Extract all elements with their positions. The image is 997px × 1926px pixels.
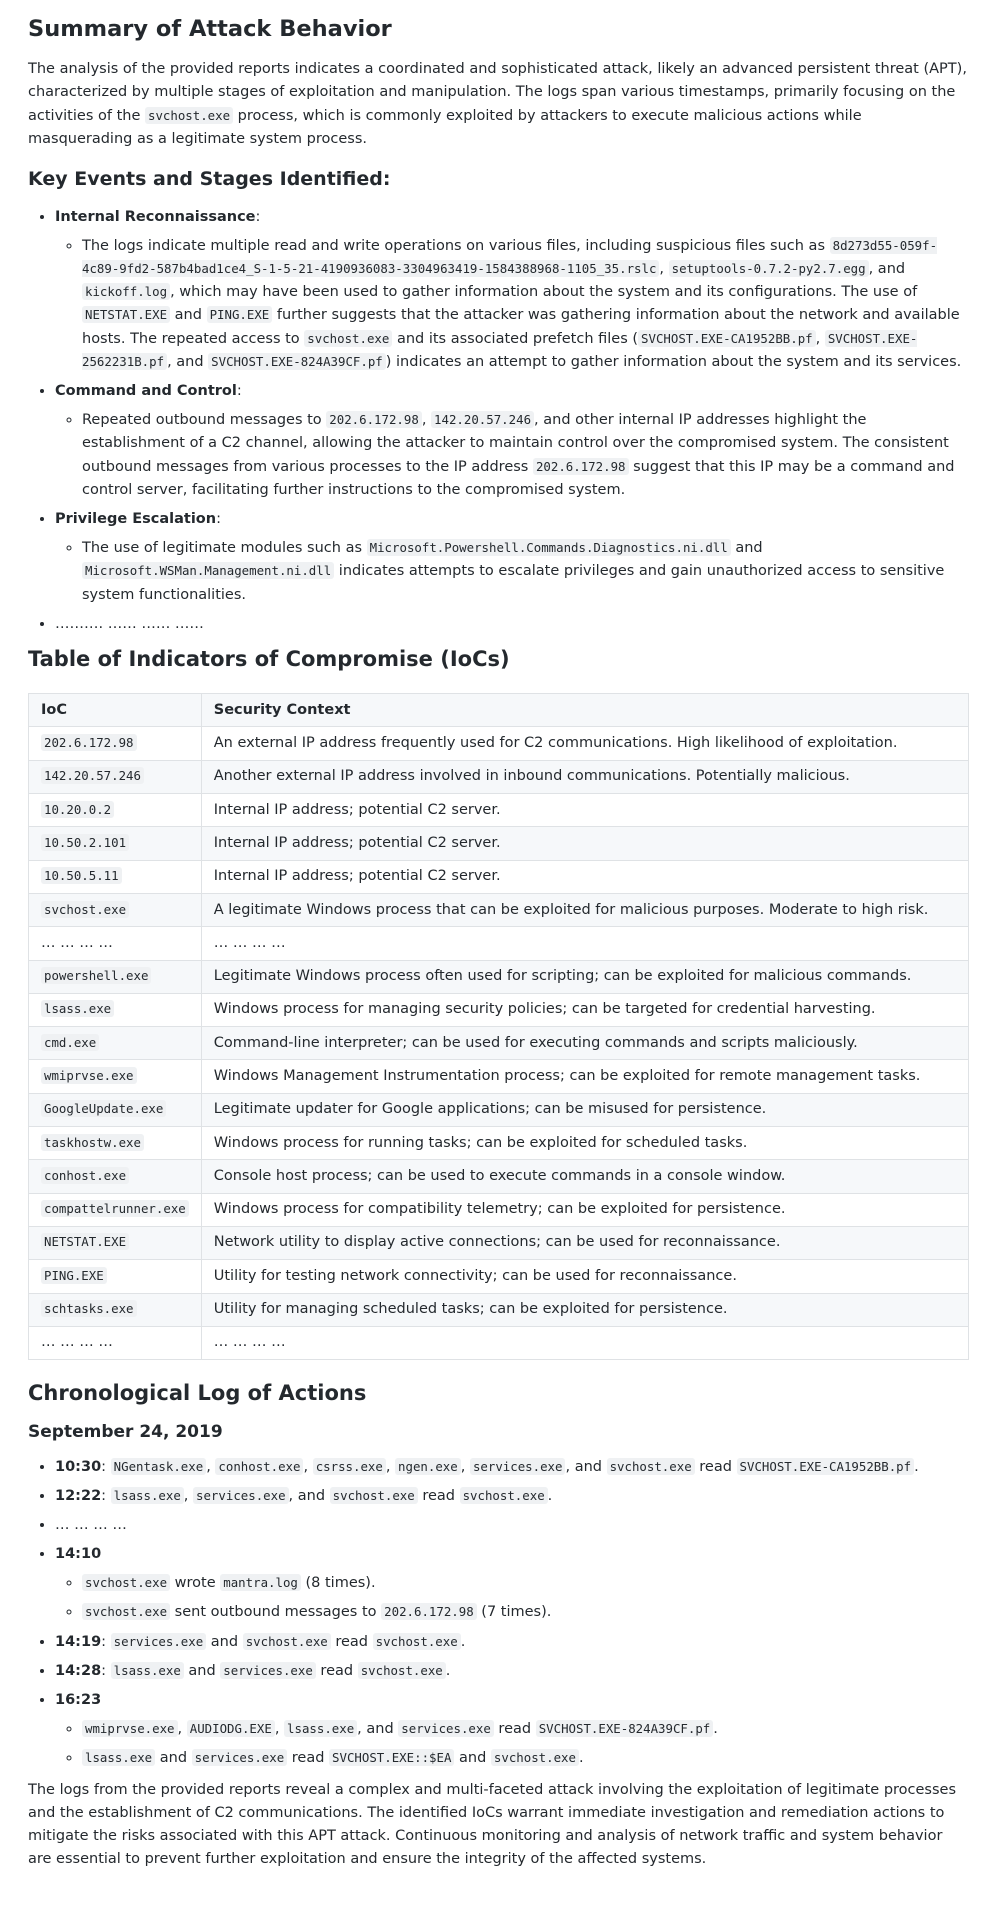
text: , <box>659 261 669 278</box>
text: and its associated prefetch files ( <box>392 330 639 347</box>
code-span: services.exe <box>398 1720 494 1737</box>
sub-list <box>55 409 969 502</box>
code-span: 202.6.172.98 <box>326 411 422 428</box>
code-span: lsass.exe <box>111 1662 184 1679</box>
ioc-cell <box>29 1326 202 1359</box>
table-row <box>29 794 969 827</box>
text: and <box>454 1750 491 1767</box>
chrono-title: Chronological Log of Actions <box>28 1381 367 1406</box>
text: , <box>385 1458 396 1475</box>
code-span: cmd.exe <box>41 1034 99 1051</box>
context-cell: Windows process for compatibility telemetry; can be exploited for persistence. <box>201 1193 968 1226</box>
text: , and <box>565 1458 607 1475</box>
text: : <box>236 383 242 399</box>
text: indicates attempts to escalate privileges and gain unauthorized access to sensitive system functionalities. <box>82 563 945 603</box>
code-span: svchost.exe <box>491 1749 579 1766</box>
text: , <box>421 412 432 429</box>
text: , <box>815 330 825 347</box>
code-span: services.exe <box>470 1458 566 1475</box>
key-events-title: Key Events and Stages Identified: <box>28 168 391 190</box>
list-item <box>82 1601 969 1624</box>
text: , <box>177 1721 187 1738</box>
text: , and <box>868 261 906 278</box>
text: and <box>155 1750 192 1767</box>
code-span: services.exe <box>192 1749 288 1766</box>
code-span: svchost.exe <box>41 901 129 918</box>
column-header-ioc: IoC <box>29 694 202 727</box>
code-span: kickoff.log <box>82 283 170 300</box>
list-item <box>82 1572 969 1595</box>
code-span: NETSTAT.EXE <box>82 306 170 323</box>
text: wrote <box>170 1575 221 1592</box>
sub-list <box>55 235 969 374</box>
list-item-c2 <box>55 380 969 502</box>
ioc-table-body <box>29 727 969 1360</box>
code-span: lsass.exe <box>111 1487 184 1504</box>
table-row <box>29 1226 969 1259</box>
text: , and <box>357 1721 399 1738</box>
text: and <box>183 1662 221 1679</box>
code-span: SVCHOST.EXE-824A39CF.pf <box>536 1720 714 1737</box>
code-span: ngen.exe <box>395 1458 461 1475</box>
ioc-cell <box>29 993 202 1026</box>
context-cell: Windows Management Instrumentation process; can be exploited for remote management tasks. <box>201 1060 968 1093</box>
context-cell: An external IP address frequently used for C2 communications. High likelihood of exploitation. <box>201 727 968 760</box>
code-span: svchost.exe <box>460 1487 548 1504</box>
code-span: svchost.exe <box>304 330 392 347</box>
table-row <box>29 860 969 893</box>
list-item <box>82 1718 969 1741</box>
ioc-table-title: Table of Indicators of Compromise (IoCs) <box>28 646 510 671</box>
code-span: conhost.exe <box>215 1458 303 1475</box>
text: read <box>287 1750 330 1767</box>
context-cell: Internal IP address; potential C2 server. <box>201 827 968 860</box>
context-cell: Windows process for managing security policies; can be targeted for credential harvesting. <box>201 993 968 1026</box>
list-item <box>82 409 969 502</box>
text: , <box>183 1487 194 1504</box>
table-row <box>29 727 969 760</box>
ioc-cell <box>29 860 202 893</box>
text: , and <box>288 1487 330 1504</box>
text: read <box>417 1487 460 1504</box>
table-row <box>29 1027 969 1060</box>
context-cell: Legitimate updater for Google applications; can be misused for persistence. <box>201 1093 968 1126</box>
code-span: svchost.exe <box>607 1458 695 1475</box>
stage-label: Privilege Escalation <box>55 510 217 527</box>
text: , and <box>167 353 209 370</box>
log-entry <box>55 1689 969 1771</box>
log-date: September 24, 2019 <box>28 1422 223 1443</box>
stage-label: Command and Control <box>55 383 237 399</box>
code-span: mantra.log <box>220 1574 301 1591</box>
log-time: 12:22 <box>55 1487 102 1504</box>
text: . <box>914 1458 919 1475</box>
table-row <box>29 1093 969 1126</box>
conclusion-paragraph: The logs from the provided reports reveal a complex and multi-faceted attack involving the exploitation of legitimate processes and the establishment of C2 communications. The identified IoCs warrant immediate investigation and remediation actions to mitigate the risks associated with this APT attack. Continuous monitoring and analysis of network traffic and system behavior are essential to prevent further exploitation and ensure the integrity of the affected systems. <box>28 1781 957 1868</box>
log-time: 16:23 <box>55 1692 102 1708</box>
code-span: SVCHOST.EXE-CA1952BB.pf <box>737 1458 915 1475</box>
context-cell: Internal IP address; potential C2 server. <box>201 860 968 893</box>
ioc-cell <box>29 1293 202 1326</box>
text: , <box>274 1721 285 1738</box>
text: read <box>694 1458 737 1475</box>
context-cell: A legitimate Windows process that can be exploited for malicious purposes. Moderate to high risk. <box>201 893 968 926</box>
ioc-cell <box>29 1127 202 1160</box>
sub-list <box>55 1572 969 1624</box>
code-span: 202.6.172.98 <box>381 1603 477 1620</box>
code-span: schtasks.exe <box>41 1300 137 1317</box>
code-span: services.exe <box>220 1662 316 1679</box>
table-row <box>29 827 969 860</box>
sub-list <box>55 537 969 607</box>
code-span: NGentask.exe <box>111 1458 207 1475</box>
code-span: lsass.exe <box>82 1749 155 1766</box>
table-row <box>29 1060 969 1093</box>
ioc-cell <box>29 893 202 926</box>
code-span: svchost.exe <box>82 1603 170 1620</box>
text: . <box>578 1750 584 1767</box>
context-cell: Command-line interpreter; can be used for executing commands and scripts maliciously. <box>201 1027 968 1060</box>
text: further suggests that the attacker was gathering information about the network and available hosts. The repeated access to <box>82 307 960 347</box>
context-cell: Windows process for running tasks; can be exploited for scheduled tasks. <box>201 1127 968 1160</box>
code-span: SVCHOST.EXE-2562231B.pf <box>82 330 918 369</box>
text: … … … … <box>41 1334 113 1351</box>
code-span: 202.6.172.98 <box>41 734 137 751</box>
text: suggest that this IP may be a command and control server, facilitating further instructions to the compromised system. <box>82 458 955 498</box>
code-span: 10.20.0.2 <box>41 801 114 818</box>
code-span: AUDIODG.EXE <box>187 1720 275 1737</box>
log-time: 14:28 <box>55 1662 102 1679</box>
ioc-cell <box>29 1027 202 1060</box>
text: . <box>460 1633 466 1650</box>
text: . <box>445 1662 451 1679</box>
context-cell: Console host process; can be used to execute commands in a console window. <box>201 1160 968 1193</box>
ioc-cell <box>29 1226 202 1259</box>
code-span: 142.20.57.246 <box>431 411 534 428</box>
table-row <box>29 1293 969 1326</box>
text: , <box>303 1458 313 1475</box>
text: : <box>101 1633 111 1650</box>
text: , <box>206 1458 216 1475</box>
log-time: 14:19 <box>55 1633 102 1650</box>
text: and <box>206 1633 243 1650</box>
code-span: PING.EXE <box>41 1267 107 1284</box>
code-span: SVCHOST.EXE-CA1952BB.pf <box>638 330 816 347</box>
ioc-cell <box>29 827 202 860</box>
ioc-cell <box>29 760 202 793</box>
code-span: Microsoft.WSMan.Management.ni.dll <box>82 562 334 579</box>
code-span: svchost.exe <box>373 1633 461 1650</box>
text: read <box>493 1721 536 1738</box>
text: : <box>101 1487 111 1504</box>
code-span: services.exe <box>111 1633 207 1650</box>
table-row <box>29 1160 969 1193</box>
code-span: conhost.exe <box>41 1167 129 1184</box>
code-span: taskhostw.exe <box>41 1134 144 1151</box>
code-span: 8d273d55-059f-4c89-9fd2-587b4bad1ce4_S-1-5-21-4190936083-3304963419-1584388968-1105_35.rslc <box>82 237 938 277</box>
log-time: 14:10 <box>55 1546 102 1563</box>
code-span: svchost.exe <box>358 1662 446 1679</box>
text: (7 times). <box>476 1604 552 1621</box>
chrono-log-list <box>28 1456 969 1771</box>
text: The logs indicate multiple read and write operations on various files, including suspicious files such as <box>82 237 830 254</box>
ioc-table <box>28 693 969 1360</box>
list-item <box>82 235 969 374</box>
code-span: wmiprvse.exe <box>82 1720 178 1737</box>
text: : <box>101 1458 111 1475</box>
log-entry <box>55 1485 969 1508</box>
ioc-cell <box>29 927 202 960</box>
table-row <box>29 1193 969 1226</box>
context-cell: Legitimate Windows process often used for scripting; can be exploited for malicious commands. <box>201 960 968 993</box>
code-span: powershell.exe <box>41 967 151 984</box>
text: (8 times). <box>300 1575 376 1592</box>
code-span: wmiprvse.exe <box>41 1067 137 1084</box>
ioc-cell <box>29 1160 202 1193</box>
code-span: NETSTAT.EXE <box>41 1233 129 1250</box>
code-span: services.exe <box>193 1487 289 1504</box>
log-entry <box>55 1543 969 1625</box>
text: . <box>713 1721 718 1738</box>
code-span: SVCHOST.EXE-824A39CF.pf <box>208 353 386 370</box>
log-entry <box>55 1456 969 1479</box>
code-span: 202.6.172.98 <box>533 458 629 475</box>
table-row <box>29 1260 969 1293</box>
code-span: Microsoft.Powershell.Commands.Diagnostics.ni.dll <box>367 539 731 556</box>
log-entry <box>55 1660 969 1683</box>
summary-title: Summary of Attack Behavior <box>28 16 392 42</box>
code-span: svchost.exe <box>330 1487 418 1504</box>
ioc-cell <box>29 960 202 993</box>
sub-list <box>55 1718 969 1770</box>
text: The analysis of the provided reports indicates a coordinated and sophisticated attack, likely an advanced persistent threat (APT), characterized by multiple stages of exploitation and manipulation. The logs span various timestamps, primarily focusing on the activities of the <box>28 61 967 124</box>
context-cell: Network utility to display active connections; can be used for reconnaissance. <box>201 1226 968 1259</box>
ioc-cell <box>29 794 202 827</box>
text: : <box>101 1662 111 1679</box>
code-span: SVCHOST.EXE::$EA <box>329 1749 454 1766</box>
code-span: 142.20.57.246 <box>41 767 144 784</box>
ioc-cell <box>29 1260 202 1293</box>
context-cell: Utility for testing network connectivity; can be used for reconnaissance. <box>201 1260 968 1293</box>
column-header-context: Security Context <box>201 694 968 727</box>
table-header-row <box>29 694 969 727</box>
key-events-list <box>28 206 969 636</box>
table-row <box>29 760 969 793</box>
text: process, which is commonly exploited by attackers to execute malicious actions while masquerading as a legitimate system process. <box>28 107 862 147</box>
text: read <box>315 1662 358 1679</box>
table-row <box>29 1127 969 1160</box>
table-row <box>29 993 969 1026</box>
text: and <box>170 307 207 324</box>
ioc-cell <box>29 1193 202 1226</box>
table-row <box>29 960 969 993</box>
ioc-cell <box>29 1060 202 1093</box>
code-span: svchost.exe <box>145 107 233 124</box>
code-span: svchost.exe <box>82 1574 170 1591</box>
code-span: 10.50.2.101 <box>41 834 129 851</box>
table-row <box>29 1326 969 1359</box>
list-item-recon <box>55 206 969 374</box>
text: and <box>730 540 763 557</box>
text: … … … … <box>41 934 113 951</box>
code-span: svchost.exe <box>243 1633 331 1650</box>
ioc-cell <box>29 727 202 760</box>
table-row <box>29 893 969 926</box>
code-span: 10.50.5.11 <box>41 867 122 884</box>
log-entry <box>55 1631 969 1654</box>
context-cell: … … … … <box>201 927 968 960</box>
summary-intro <box>28 58 969 151</box>
stage-label: Internal Reconnaissance <box>55 208 256 225</box>
context-cell: Utility for managing scheduled tasks; can be exploited for persistence. <box>201 1293 968 1326</box>
code-span: lsass.exe <box>284 1720 357 1737</box>
text: ) indicates an attempt to gather information about the system and its services. <box>385 353 962 370</box>
text: , and other internal IP addresses highlight the establishment of a C2 channel, allowing the attacker to maintain control over the compromised system. The consistent outbound messages from various processes to the IP address <box>82 412 949 475</box>
code-span: compattelrunner.exe <box>41 1200 189 1217</box>
context-cell: Another external IP address involved in inbound communications. Potentially malicious. <box>201 760 968 793</box>
code-span: GoogleUpdate.exe <box>41 1100 166 1117</box>
log-entry-ellipsis: • … … … … <box>55 1514 969 1537</box>
text: . <box>547 1487 553 1504</box>
code-span: lsass.exe <box>41 1000 114 1017</box>
text: The use of legitimate modules such as <box>82 540 367 557</box>
text: , which may have been used to gather information about the system and its configurations. The use of <box>170 284 918 301</box>
list-item <box>82 1747 969 1770</box>
list-item <box>82 537 969 607</box>
context-cell: … … … … <box>201 1326 968 1359</box>
text: Repeated outbound messages to <box>82 412 327 429</box>
text: , <box>460 1458 470 1475</box>
list-item-ellipsis: • ………. …… …… …… <box>55 613 969 636</box>
context-cell: Internal IP address; potential C2 server. <box>201 794 968 827</box>
text: sent outbound messages to <box>170 1604 382 1621</box>
text: : <box>216 510 221 527</box>
code-span: csrss.exe <box>313 1458 386 1475</box>
code-span: PING.EXE <box>207 306 273 323</box>
code-span: setuptools-0.7.2-py2.7.egg <box>669 260 869 277</box>
text: : <box>255 208 261 225</box>
ioc-cell <box>29 1093 202 1126</box>
log-time: 10:30 <box>55 1458 102 1475</box>
table-row <box>29 927 969 960</box>
list-item-privesc <box>55 508 969 607</box>
text: read <box>330 1633 373 1650</box>
